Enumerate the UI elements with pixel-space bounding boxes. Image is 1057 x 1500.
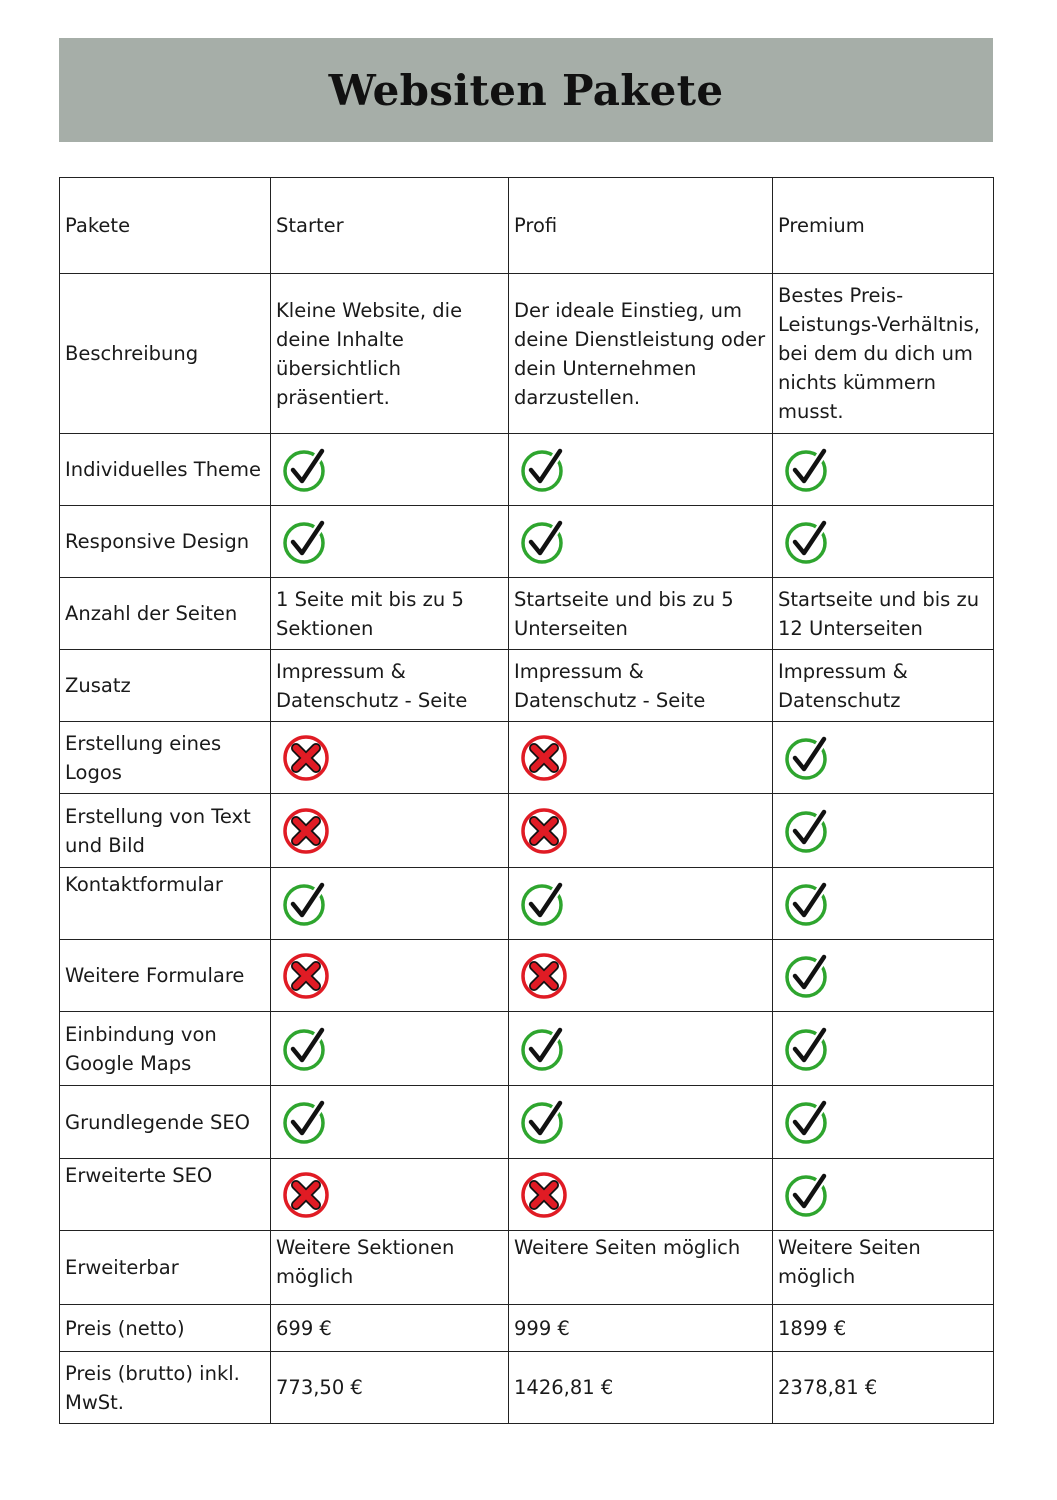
cell-premium <box>773 794 994 868</box>
row-label: Responsive Design <box>60 506 271 578</box>
row-label: Preis (netto) <box>60 1305 271 1352</box>
cross-icon <box>519 806 569 856</box>
cell-starter <box>271 434 509 506</box>
table-header-row <box>60 178 994 274</box>
table-row <box>60 1159 994 1231</box>
table-row <box>60 794 994 868</box>
cell-starter <box>271 506 509 578</box>
check-icon <box>783 445 833 495</box>
row-label: Beschreibung <box>60 274 271 434</box>
cell-premium: Weitere Seiten möglich <box>773 1231 994 1305</box>
cell-premium <box>773 940 994 1012</box>
cell-profi: 999 € <box>509 1305 773 1352</box>
check-icon <box>783 1170 833 1220</box>
cell-premium: Startseite und bis zu 12 Unterseiten <box>773 578 994 650</box>
cross-icon <box>519 733 569 783</box>
check-icon <box>519 517 569 567</box>
table-row <box>60 1231 994 1305</box>
cross-icon <box>281 806 331 856</box>
table-row <box>60 1012 994 1086</box>
title-banner <box>59 38 993 142</box>
check-icon <box>281 1024 331 1074</box>
cell-starter: 773,50 € <box>271 1352 509 1424</box>
table-row <box>60 578 994 650</box>
row-label: Erweiterbar <box>60 1231 271 1305</box>
row-label: Preis (brutto) inkl. MwSt. <box>60 1352 271 1424</box>
check-icon <box>783 951 833 1001</box>
check-icon <box>783 1097 833 1147</box>
check-icon <box>783 806 833 856</box>
cell-premium: Impressum & Datenschutz <box>773 650 994 722</box>
row-label: Anzahl der Seiten <box>60 578 271 650</box>
check-icon <box>281 1097 331 1147</box>
table-row <box>60 650 994 722</box>
cell-starter <box>271 794 509 868</box>
cell-profi: Weitere Seiten möglich <box>509 1231 773 1305</box>
cell-profi <box>509 1012 773 1086</box>
cell-premium: Bestes Preis-Leistungs-Verhältnis, bei dem du dich um nichts kümmern musst. <box>773 274 994 434</box>
cell-profi: Startseite und bis zu 5 Unterseiten <box>509 578 773 650</box>
table-row <box>60 1086 994 1159</box>
table-row <box>60 506 994 578</box>
row-label: Grundlegende SEO <box>60 1086 271 1159</box>
cell-profi <box>509 722 773 794</box>
row-label: Erweiterte SEO <box>60 1159 271 1231</box>
cell-premium <box>773 506 994 578</box>
cell-starter: Impressum & Datenschutz - Seite <box>271 650 509 722</box>
cross-icon <box>281 1170 331 1220</box>
table-row <box>60 868 994 940</box>
cell-premium <box>773 1086 994 1159</box>
cross-icon <box>519 951 569 1001</box>
header-plan-profi: Profi <box>509 178 773 274</box>
check-icon <box>519 1097 569 1147</box>
check-icon <box>281 517 331 567</box>
check-icon <box>519 879 569 929</box>
cell-premium <box>773 1159 994 1231</box>
cell-starter <box>271 722 509 794</box>
cell-profi: Der ideale Einstieg, um deine Dienstleistung oder dein Unternehmen darzustellen. <box>509 274 773 434</box>
cell-premium <box>773 868 994 940</box>
check-icon <box>783 879 833 929</box>
cell-starter <box>271 1012 509 1086</box>
check-icon <box>281 445 331 495</box>
cross-icon <box>281 733 331 783</box>
table-row <box>60 722 994 794</box>
header-label: Pakete <box>60 178 271 274</box>
cell-profi <box>509 1159 773 1231</box>
cell-starter: Weitere Sektionen möglich <box>271 1231 509 1305</box>
cell-profi <box>509 794 773 868</box>
row-label: Weitere Formulare <box>60 940 271 1012</box>
cell-premium: 2378,81 € <box>773 1352 994 1424</box>
cell-profi <box>509 434 773 506</box>
cell-premium: 1899 € <box>773 1305 994 1352</box>
header-plan-premium: Premium <box>773 178 994 274</box>
cell-profi: 1426,81 € <box>509 1352 773 1424</box>
row-label: Erstellung eines Logos <box>60 722 271 794</box>
check-icon <box>783 517 833 567</box>
page-title: Websiten Pakete <box>328 65 724 115</box>
header-plan-starter: Starter <box>271 178 509 274</box>
row-label: Kontaktformular <box>60 868 271 940</box>
cell-profi <box>509 868 773 940</box>
check-icon <box>281 879 331 929</box>
cell-starter <box>271 1159 509 1231</box>
table-row <box>60 940 994 1012</box>
check-icon <box>783 1024 833 1074</box>
cell-starter: 1 Seite mit bis zu 5 Sektionen <box>271 578 509 650</box>
cell-starter <box>271 940 509 1012</box>
table-row <box>60 274 994 434</box>
row-label: Einbindung von Google Maps <box>60 1012 271 1086</box>
table-row <box>60 1352 994 1424</box>
cell-profi <box>509 506 773 578</box>
table-row <box>60 434 994 506</box>
cross-icon <box>281 951 331 1001</box>
cell-profi <box>509 1086 773 1159</box>
table-row <box>60 1305 994 1352</box>
cell-starter: Kleine Website, die deine Inhalte übersichtlich präsentiert. <box>271 274 509 434</box>
row-label: Zusatz <box>60 650 271 722</box>
check-icon <box>783 733 833 783</box>
cell-profi <box>509 940 773 1012</box>
cross-icon <box>519 1170 569 1220</box>
check-icon <box>519 1024 569 1074</box>
cell-premium <box>773 1012 994 1086</box>
cell-starter: 699 € <box>271 1305 509 1352</box>
cell-premium <box>773 722 994 794</box>
cell-premium <box>773 434 994 506</box>
check-icon <box>519 445 569 495</box>
package-comparison-table <box>59 177 994 1424</box>
cell-starter <box>271 1086 509 1159</box>
cell-starter <box>271 868 509 940</box>
cell-profi: Impressum & Datenschutz - Seite <box>509 650 773 722</box>
row-label: Erstellung von Text und Bild <box>60 794 271 868</box>
row-label: Individuelles Theme <box>60 434 271 506</box>
